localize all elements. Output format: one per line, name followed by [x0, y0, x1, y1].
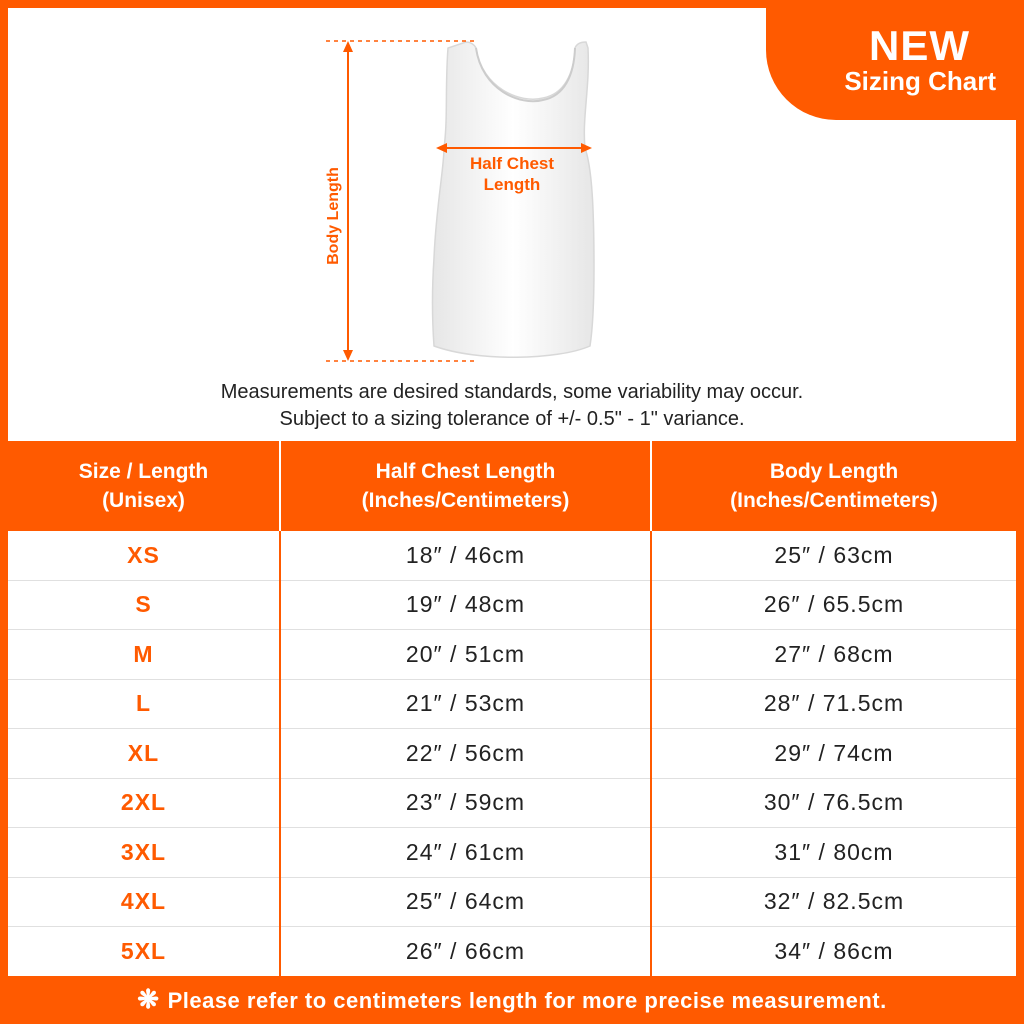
half-chest-cell: 26″ / 66cm: [280, 927, 651, 976]
body-length-cell: 27″ / 68cm: [651, 630, 1016, 680]
body-length-cell: 31″ / 80cm: [651, 828, 1016, 878]
footer-text: Please refer to centimeters length for more precise measurement.: [167, 988, 887, 1013]
header-body-length-line2: (Inches/Centimeters): [730, 489, 938, 512]
body-length-cell: 25″ / 63cm: [651, 531, 1016, 580]
header-body-length: [651, 441, 1016, 531]
half-chest-label: [470, 153, 554, 195]
table-row: [8, 679, 1016, 729]
half-chest-cell: 22″ / 56cm: [280, 729, 651, 779]
body-length-cell: 26″ / 65.5cm: [651, 580, 1016, 630]
half-chest-cell: 24″ / 61cm: [280, 828, 651, 878]
half-chest-cell: 21″ / 53cm: [280, 679, 651, 729]
asterisk-icon: ❋: [137, 984, 160, 1014]
size-table: [8, 441, 1016, 976]
body-length-cell: 30″ / 76.5cm: [651, 778, 1016, 828]
table-row: [8, 877, 1016, 927]
table-header-row: [8, 441, 1016, 531]
half-chest-label-line1: Half Chest: [469, 154, 555, 173]
size-cell: 2XL: [8, 778, 280, 828]
table-row: [8, 630, 1016, 680]
header-body-length-line1: Body Length: [769, 460, 899, 483]
size-cell: 4XL: [8, 877, 280, 927]
half-chest-cell: 18″ / 46cm: [280, 531, 651, 580]
header-half-chest-line2: (Inches/Centimeters): [361, 489, 570, 512]
header-size-line1: Size / Length: [78, 460, 209, 483]
body-length-label: Body Length: [325, 167, 342, 265]
table-row: [8, 729, 1016, 779]
size-cell: 3XL: [8, 828, 280, 878]
size-cell: XL: [8, 729, 280, 779]
size-cell: XS: [8, 531, 280, 580]
new-badge: [766, 8, 1016, 120]
header-half-chest: [280, 441, 651, 531]
footer-note: [0, 976, 1024, 1024]
badge-new-text: NEW: [869, 22, 970, 69]
half-chest-cell: 25″ / 64cm: [280, 877, 651, 927]
half-chest-cell: 19″ / 48cm: [280, 580, 651, 630]
size-cell: 5XL: [8, 927, 280, 976]
body-length-cell: 32″ / 82.5cm: [651, 877, 1016, 927]
caption-line-1: Measurements are desired standards, some variability may occur.: [220, 381, 804, 403]
sizing-chart-card: [8, 8, 1016, 1016]
half-chest-label-line2: Length: [483, 175, 541, 194]
header-size: [8, 441, 280, 531]
half-chest-cell: 23″ / 59cm: [280, 778, 651, 828]
header-size-line2: (Unisex): [102, 489, 185, 512]
table-row: [8, 531, 1016, 580]
size-cell: L: [8, 679, 280, 729]
caption-line-2: Subject to a sizing tolerance of +/- 0.5" - 1" variance.: [279, 408, 745, 430]
table-row: [8, 927, 1016, 976]
size-cell: M: [8, 630, 280, 680]
table-row: [8, 828, 1016, 878]
badge-subtitle: Sizing Chart: [844, 66, 996, 96]
size-cell: S: [8, 580, 280, 630]
table-row: [8, 580, 1016, 630]
header-half-chest-line1: Half Chest Length: [375, 460, 556, 483]
body-length-cell: 29″ / 74cm: [651, 729, 1016, 779]
half-chest-cell: 20″ / 51cm: [280, 630, 651, 680]
table-row: [8, 778, 1016, 828]
body-length-cell: 34″ / 86cm: [774, 937, 894, 964]
body-length-cell: 28″ / 71.5cm: [651, 679, 1016, 729]
